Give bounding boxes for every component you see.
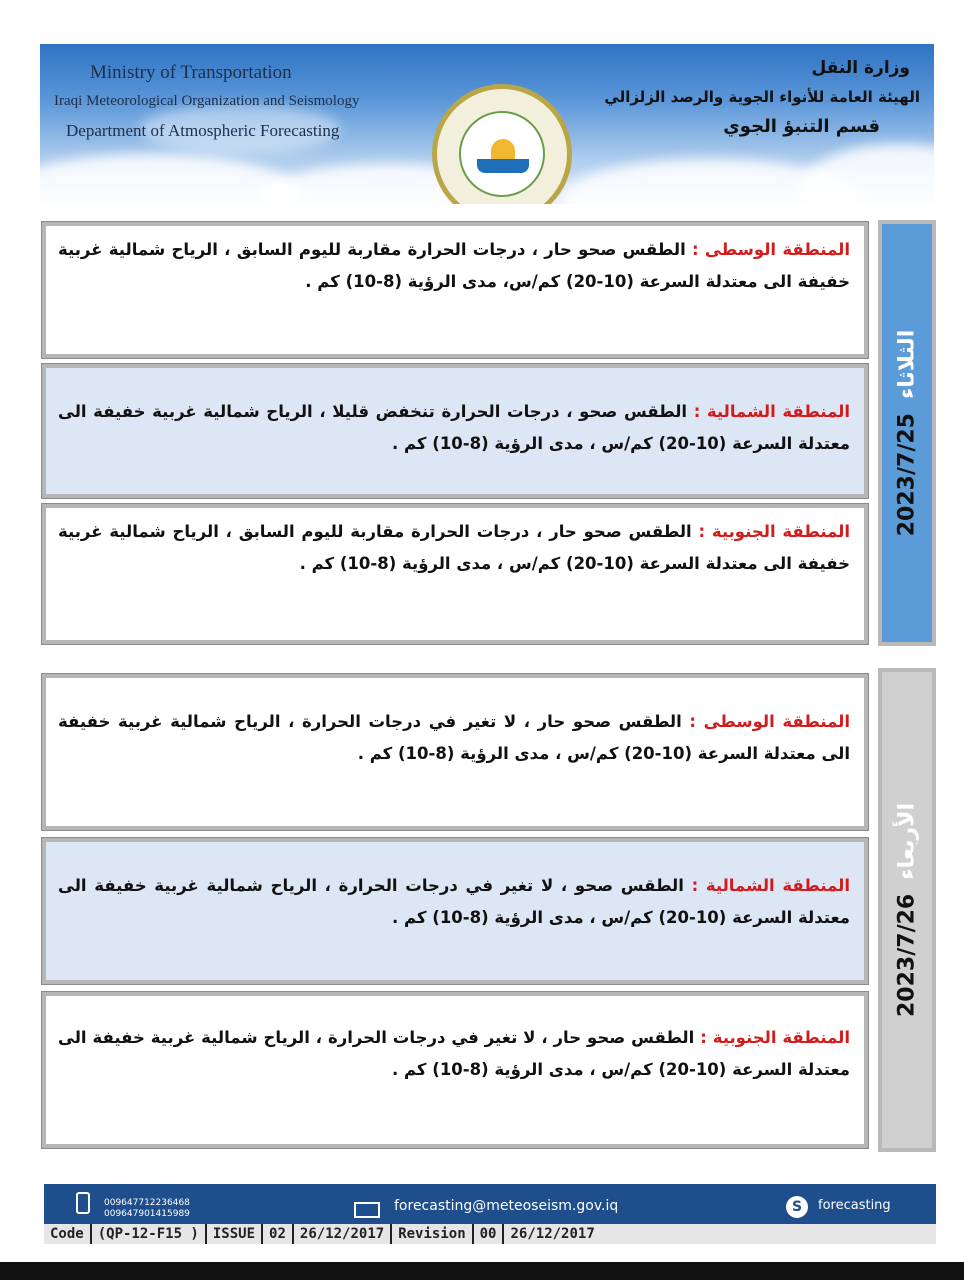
phone-number-2: 009647901415989: [104, 1209, 190, 1219]
issue-value: 02: [263, 1224, 294, 1244]
emblem-inner-circle: [459, 111, 545, 197]
date-value: 2023/7/25: [894, 413, 920, 537]
code-label: Code: [44, 1224, 92, 1244]
department-name-ar: قسم التنبؤ الجوي: [723, 116, 880, 137]
region-label: المنطقة الجنوبية :: [700, 1028, 850, 1047]
date-label: [895, 803, 920, 1017]
day-name: الأربعاء: [894, 802, 920, 880]
forecast-card-north-day1: [42, 364, 868, 498]
region-label: المنطقة الوسطى :: [689, 712, 850, 731]
cloud-decoration: [800, 144, 934, 204]
forecast-text: الطقس صحو حار ، درجات الحرارة مقاربة لليوم السابق ، الرياح شمالية غربية خفيفة الى معتدلة السرعة (10-20) كم/س، مدى الرؤية (8-10) كم .: [58, 240, 850, 291]
water-icon: [477, 159, 529, 173]
region-label: المنطقة الجنوبية :: [698, 522, 851, 541]
mail-icon: [354, 1202, 380, 1218]
footer-bar: [44, 1184, 936, 1244]
document-code-bar: [44, 1224, 936, 1244]
forecast-card-south-day1: [42, 504, 868, 644]
forecast-card-central-day2: [42, 674, 868, 830]
ministry-name-en: Ministry of Transportation: [90, 62, 292, 83]
organization-name-ar: الهيئة العامة للأنواء الجوية والرصد الزلزالي: [604, 88, 920, 106]
footer-email-link[interactable]: forecasting@meteoseism.gov.iq: [394, 1198, 619, 1214]
day-name: الثلاثاء: [894, 329, 920, 400]
phone-number-1: 009647712236468: [104, 1198, 190, 1208]
skype-handle: forecasting: [818, 1198, 891, 1213]
forecast-text: الطقس صحو ، درجات الحرارة تنخفض قليلا ، الرياح شمالية غربية خفيفة الى معتدلة السرعة (10-20) كم/س ، مدى الرؤية (8-10) كم .: [58, 402, 850, 453]
forecast-card-north-day2: [42, 838, 868, 984]
header-arabic-block: [590, 54, 920, 142]
sun-icon: [491, 139, 515, 159]
region-label: المنطقة الوسطى :: [692, 240, 850, 259]
code-value: (QP-12-F15 ): [92, 1224, 207, 1244]
page-bottom-edge: [0, 1262, 964, 1280]
skype-icon: S: [786, 1196, 808, 1218]
organization-name-en: Iraqi Meteorological Organization and Seismology: [54, 93, 360, 109]
region-label: المنطقة الشمالية :: [693, 402, 850, 421]
forecast-text: الطقس صحو ، لا تغير في درجات الحرارة ، الرياح شمالية غربية خفيفة الى معتدلة السرعة (10-20) كم/س ، مدى الرؤية (8-10) كم .: [58, 876, 850, 927]
phone-icon: [76, 1192, 90, 1214]
date-label: [895, 330, 920, 537]
department-name-en: Department of Atmospheric Forecasting: [66, 121, 340, 140]
forecast-text: الطقس صحو حار ، درجات الحرارة مقاربة لليوم السابق ، الرياح شمالية غربية خفيفة الى معتدلة السرعة (10-20) كم/س ، مدى الرؤية (8-10) كم .: [58, 522, 850, 573]
revision-label: Revision: [392, 1224, 473, 1244]
header-banner: [40, 44, 934, 204]
date-value: 2023/7/26: [894, 893, 920, 1018]
forecast-text: الطقس صحو حار ، لا تغير في درجات الحرارة ، الرياح شمالية غربية خفيفة الى معتدلة السرعة (10-20) كم/س ، مدى الرؤية (8-10) كم .: [58, 712, 850, 763]
header-english-block: [54, 58, 374, 145]
region-label: المنطقة الشمالية :: [691, 876, 850, 895]
forecast-card-central-day1: [42, 222, 868, 358]
revision-date: 26/12/2017: [510, 1226, 595, 1242]
ministry-name-ar: وزارة النقل: [811, 58, 910, 78]
forecast-card-south-day2: [42, 992, 868, 1148]
forecast-text: الطقس صحو حار ، لا تغير في درجات الحرارة ، الرياح شمالية غربية خفيفة الى معتدلة السرعة (10-20) كم/س ، مدى الرؤية (8-10) كم .: [58, 1028, 850, 1079]
organization-emblem-icon: [432, 84, 572, 204]
phone-numbers: [104, 1198, 190, 1220]
revision-value: 00: [474, 1224, 505, 1244]
issue-label: ISSUE: [207, 1224, 263, 1244]
date-band-day1: [878, 220, 936, 646]
issue-date: 26/12/2017: [294, 1224, 392, 1244]
date-band-day2: [878, 668, 936, 1152]
